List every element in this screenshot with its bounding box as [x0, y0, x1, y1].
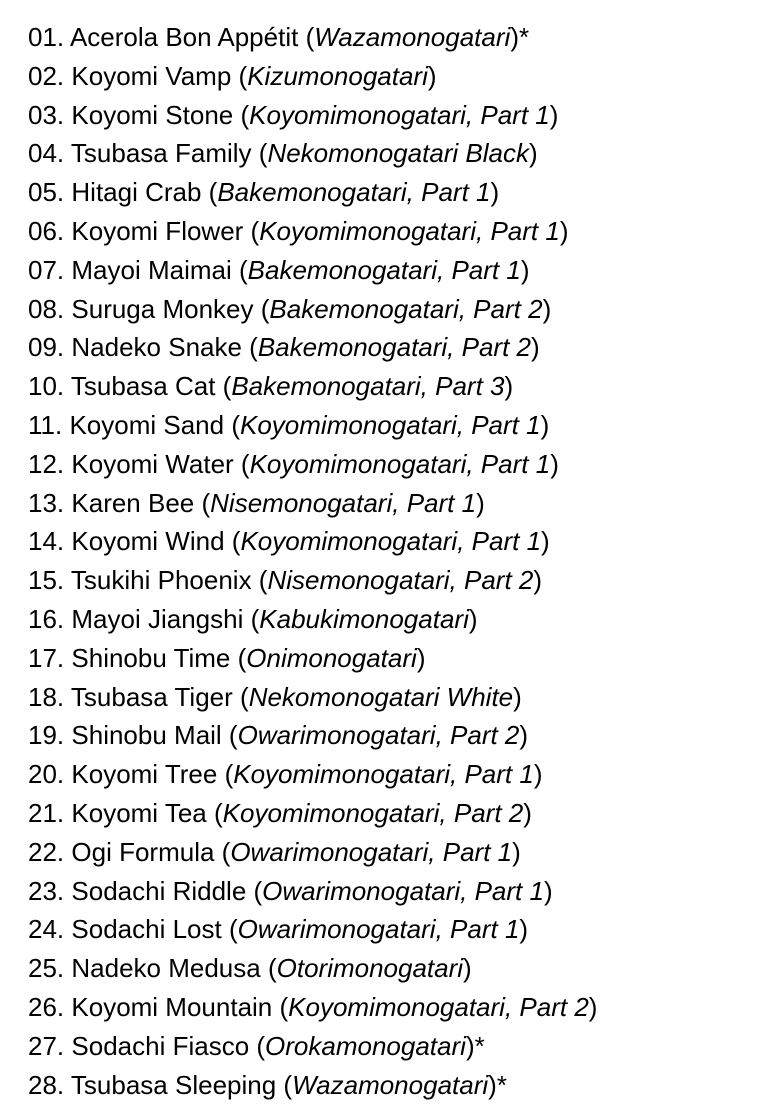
- source-work: Owarimonogatari, Part: [230, 836, 498, 867]
- source-work: Koyomimonogatari, Part: [249, 99, 536, 130]
- ranking-item: 15. Tsukihi Phoenix (Nisemonogatari, Part 2): [28, 565, 543, 596]
- rank-number: 07.: [28, 254, 65, 285]
- rank-number: 08.: [28, 293, 65, 324]
- rank-number: 14.: [28, 526, 65, 557]
- rank-number: 15.: [28, 565, 65, 596]
- rank-number: 01.: [28, 22, 65, 52]
- ranking-item: 25. Nadeko Medusa (Otorimonogatari): [28, 953, 472, 984]
- source-work: Kizumonogatari: [247, 60, 428, 91]
- rank-number: 18.: [28, 681, 65, 712]
- source-work: Bakemonogatari, Part: [269, 293, 529, 324]
- ranking-item: 16. Mayoi Jiangshi (Kabukimonogatari): [28, 603, 478, 634]
- part-number: 2: [504, 720, 520, 751]
- rank-number: 20.: [28, 759, 65, 790]
- part-number: 1: [529, 875, 544, 906]
- part-number: 1: [476, 177, 491, 208]
- part-number: 2: [574, 991, 589, 1022]
- part-number: 2: [508, 797, 524, 828]
- rank-number: 09.: [28, 332, 65, 363]
- arc-title: Koyomi Wind: [71, 526, 225, 557]
- ranking-item: 11. Koyomi Sand (Koyomimonogatari, Part 1): [28, 409, 550, 440]
- source-work: Owarimonogatari, Part: [262, 875, 530, 906]
- ranking-item: 26. Koyomi Mountain (Koyomimonogatari, Part 2): [28, 991, 598, 1022]
- arc-title: Ogi Formula: [71, 836, 215, 867]
- part-number: 2: [528, 293, 543, 324]
- arc-title: Koyomi Vamp: [71, 60, 232, 91]
- rank-number: 21.: [28, 797, 65, 828]
- arc-title: Hitagi Crab: [71, 177, 202, 208]
- arc-title: Nadeko Medusa: [71, 953, 261, 984]
- rank-number: 13.: [28, 487, 65, 518]
- part-number: 1: [519, 759, 534, 790]
- arc-title: Koyomi Mountain: [71, 991, 273, 1022]
- ranking-item: 17. Shinobu Time (Onimonogatari): [28, 642, 426, 673]
- ranking-item: 21. Koyomi Tea (Koyomimonogatari, Part 2): [28, 797, 532, 828]
- ranking-item: 07. Mayoi Maimai (Bakemonogatari, Part 1): [28, 254, 530, 285]
- source-work: Koyomimonogatari, Part: [240, 409, 527, 440]
- part-number: 1: [526, 409, 541, 440]
- ranking-item: 28. Tsubasa Sleeping (Wazamonogatari)*: [28, 1069, 507, 1100]
- ranking-item: 27. Sodachi Fiasco (Orokamonogatari)*: [28, 1030, 485, 1061]
- arc-title: Suruga Monkey: [71, 293, 254, 324]
- arc-title: Karen Bee: [71, 487, 195, 518]
- rank-number: 10.: [28, 371, 65, 402]
- ranking-item: 18. Tsubasa Tiger (Nekomonogatari White): [28, 681, 522, 712]
- part-number: 3: [490, 371, 505, 402]
- rank-number: 11.: [28, 409, 63, 440]
- ranking-item: 08. Suruga Monkey (Bakemonogatari, Part 2): [28, 293, 552, 324]
- arc-title: Koyomi Tea: [71, 797, 207, 828]
- arc-title: Koyomi Water: [71, 448, 234, 479]
- rank-number: 12.: [28, 448, 65, 479]
- part-number: 1: [497, 836, 513, 867]
- rank-number: 06.: [28, 215, 65, 246]
- rank-number: 02.: [28, 60, 65, 91]
- part-number: 1: [461, 487, 477, 518]
- ranking-item: 20. Koyomi Tree (Koyomimonogatari, Part 1): [28, 759, 543, 790]
- rank-number: 24.: [28, 914, 65, 945]
- ranking-item: 06. Koyomi Flower (Koyomimonogatari, Part 1): [28, 215, 569, 246]
- ranking-item: 13. Karen Bee (Nisemonogatari, Part 1): [28, 487, 485, 518]
- part-number: 1: [506, 254, 521, 285]
- source-work: Koyomimonogatari, Part: [222, 797, 509, 828]
- arc-title: Koyomi Tree: [71, 759, 218, 790]
- source-work: Owarimonogatari, Part: [237, 720, 505, 751]
- arc-title: Tsubasa Cat: [70, 371, 216, 402]
- arc-title: Koyomi Sand: [69, 409, 225, 440]
- arc-title: Sodachi Riddle: [71, 875, 247, 906]
- source-work: Nisemonogatari, Part: [267, 565, 519, 596]
- source-work: Wazamonogatari: [314, 22, 511, 52]
- ranking-item: 12. Koyomi Water (Koyomimonogatari, Part 1): [28, 448, 559, 479]
- arc-title: Acerola Bon Appétit: [69, 22, 299, 52]
- rank-number: 17.: [28, 642, 65, 673]
- source-work: Bakemonogatari, Part: [247, 254, 507, 285]
- ranking-item: 22. Ogi Formula (Owarimonogatari, Part 1): [28, 836, 521, 867]
- arc-title: Sodachi Fiasco: [71, 1030, 250, 1061]
- part-number: 1: [526, 526, 542, 557]
- arc-title: Shinobu Mail: [71, 720, 222, 751]
- rank-number: 27.: [28, 1030, 65, 1061]
- source-work: Bakemonogatari, Part: [217, 177, 477, 208]
- ranking-item: 10. Tsubasa Cat (Bakemonogatari, Part 3): [28, 371, 514, 402]
- source-work: Nekomonogatari Black: [267, 138, 530, 169]
- ranking-list: [28, 18, 748, 1104]
- part-number: 1: [535, 99, 550, 130]
- source-work: Bakemonogatari, Part: [231, 371, 491, 402]
- part-number: 2: [518, 565, 534, 596]
- asterisk-marker: *: [474, 1030, 485, 1061]
- ranking-item: 14. Koyomi Wind (Koyomimonogatari, Part 1): [28, 526, 550, 557]
- source-work: Koyomimonogatari, Part: [240, 526, 527, 557]
- rank-number: 22.: [28, 836, 65, 867]
- source-work: Kabukimonogatari: [259, 603, 469, 634]
- arc-title: Tsubasa Tiger: [70, 681, 233, 712]
- source-work: Orokamonogatari: [265, 1030, 466, 1061]
- rank-number: 23.: [28, 875, 65, 906]
- ranking-item: 24. Sodachi Lost (Owarimonogatari, Part 1): [28, 914, 529, 945]
- part-number: 1: [504, 914, 520, 945]
- part-number: 2: [516, 332, 532, 363]
- source-work: Bakemonogatari, Part: [257, 332, 517, 363]
- rank-number: 26.: [28, 991, 65, 1022]
- ranking-item: 19. Shinobu Mail (Owarimonogatari, Part 2): [28, 720, 529, 751]
- source-work: Nekomonogatari White: [248, 681, 514, 712]
- rank-number: 05.: [28, 177, 65, 208]
- ranking-item: 09. Nadeko Snake (Bakemonogatari, Part 2): [28, 332, 540, 363]
- rank-number: 04.: [28, 138, 65, 169]
- arc-title: Tsubasa Sleeping: [70, 1069, 277, 1100]
- source-work: Nisemonogatari, Part: [210, 487, 462, 518]
- ranking-item: 02. Koyomi Vamp (Kizumonogatari): [28, 60, 437, 91]
- rank-number: 16.: [28, 603, 65, 634]
- source-work: Owarimonogatari, Part: [237, 914, 505, 945]
- rank-number: 03.: [28, 99, 65, 130]
- asterisk-marker: *: [518, 22, 530, 52]
- source-work: Otorimonogatari: [276, 953, 464, 984]
- arc-title: Mayoi Jiangshi: [71, 603, 244, 634]
- source-work: Koyomimonogatari, Part: [288, 991, 575, 1022]
- source-work: Koyomimonogatari, Part: [249, 448, 536, 479]
- ranking-item: 23. Sodachi Riddle (Owarimonogatari, Part 1): [28, 875, 553, 906]
- arc-title: Tsukihi Phoenix: [70, 565, 252, 596]
- arc-title: Tsubasa Family: [70, 138, 252, 169]
- source-work: Wazamonogatari: [292, 1069, 489, 1100]
- source-work: Onimonogatari: [246, 642, 417, 673]
- ranking-item: 05. Hitagi Crab (Bakemonogatari, Part 1): [28, 177, 500, 208]
- source-work: Koyomimonogatari, Part: [259, 215, 546, 246]
- ranking-item: 04. Tsubasa Family (Nekomonogatari Black): [28, 138, 538, 169]
- part-number: 1: [535, 448, 551, 479]
- rank-number: 28.: [28, 1069, 65, 1100]
- source-work: Koyomimonogatari, Part: [233, 759, 520, 790]
- arc-title: Koyomi Flower: [71, 215, 244, 246]
- arc-title: Koyomi Stone: [71, 99, 234, 130]
- ranking-item: 03. Koyomi Stone (Koyomimonogatari, Part 1): [28, 99, 559, 130]
- arc-title: Sodachi Lost: [71, 914, 222, 945]
- rank-number: 19.: [28, 720, 65, 751]
- ranking-item: 01. Acerola Bon Appétit (Wazamonogatari)*: [28, 22, 530, 52]
- arc-title: Mayoi Maimai: [71, 254, 232, 285]
- asterisk-marker: *: [496, 1069, 507, 1100]
- arc-title: Nadeko Snake: [71, 332, 242, 363]
- rank-number: 25.: [28, 953, 65, 984]
- arc-title: Shinobu Time: [71, 642, 231, 673]
- part-number: 1: [545, 215, 560, 246]
